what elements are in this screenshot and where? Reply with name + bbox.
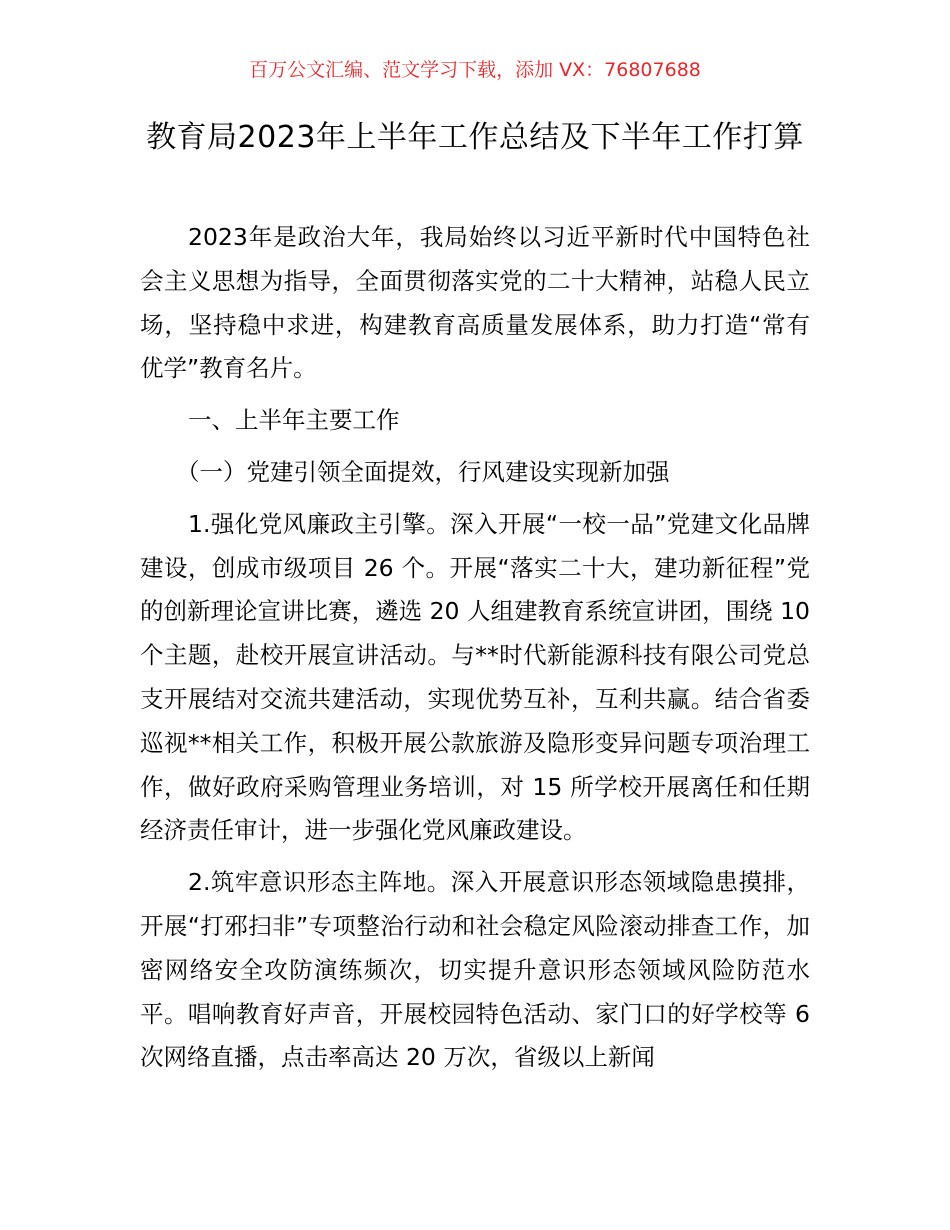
body-paragraph: 2.筑牢意识形态主阵地。深入开展意识形态领域隐患摸排，开展“打邪扫非”专项整治行动和社会稳定风险滚动排查工作，加密网络安全攻防演练频次，切实提升意识形态领域风险防范水平。唱响教育好声音，开展校园特色活动、家门口的好学校等 6 次网络直播，点击率高达 20 万次，省级以上新闻 [140,868,810,1072]
section-heading: 一、上半年主要工作 [188,406,400,435]
subsection-heading: （一）党建引领全面提效，行风建设实现新加强 [176,457,670,486]
intro-paragraph: 2023年是政治大年，我局始终以习近平新时代中国特色社会主义思想为指导，全面贯彻落实党的二十大精神，站稳人民立场，坚持稳中求进，构建教育高质量发展体系，助力打造“常有优学”教育名片。 [140,223,810,383]
document-title: 教育局2023年上半年工作总结及下半年工作打算 [146,120,804,155]
banner-text: 百万公文汇编、范文学习下载，添加 VX：76807688 [249,59,701,81]
document-body [140,216,810,1080]
watermark-banner [0,56,950,84]
body-paragraph: 1.强化党风廉政主引擎。深入开展“一校一品”党建文化品牌建设，创成市级项目 26 个。开展“落实二十大，建功新征程”党的创新理论宣讲比赛，遴选 20 人组建教育系统宣讲团，围绕 10 个主题，赴校开展宣讲活动。与**时代新能源科技有限公司党总支开展结对交流共建活动，实现优势互补，互利共赢。结合省委巡视**相关工作，积极开展公款旅游及隐形变异问题专项治理工作，做好政府采购管理业务培训，对 15 所学校开展离任和任期经济责任审计，进一步强化党风廉政建设。 [140,509,810,845]
